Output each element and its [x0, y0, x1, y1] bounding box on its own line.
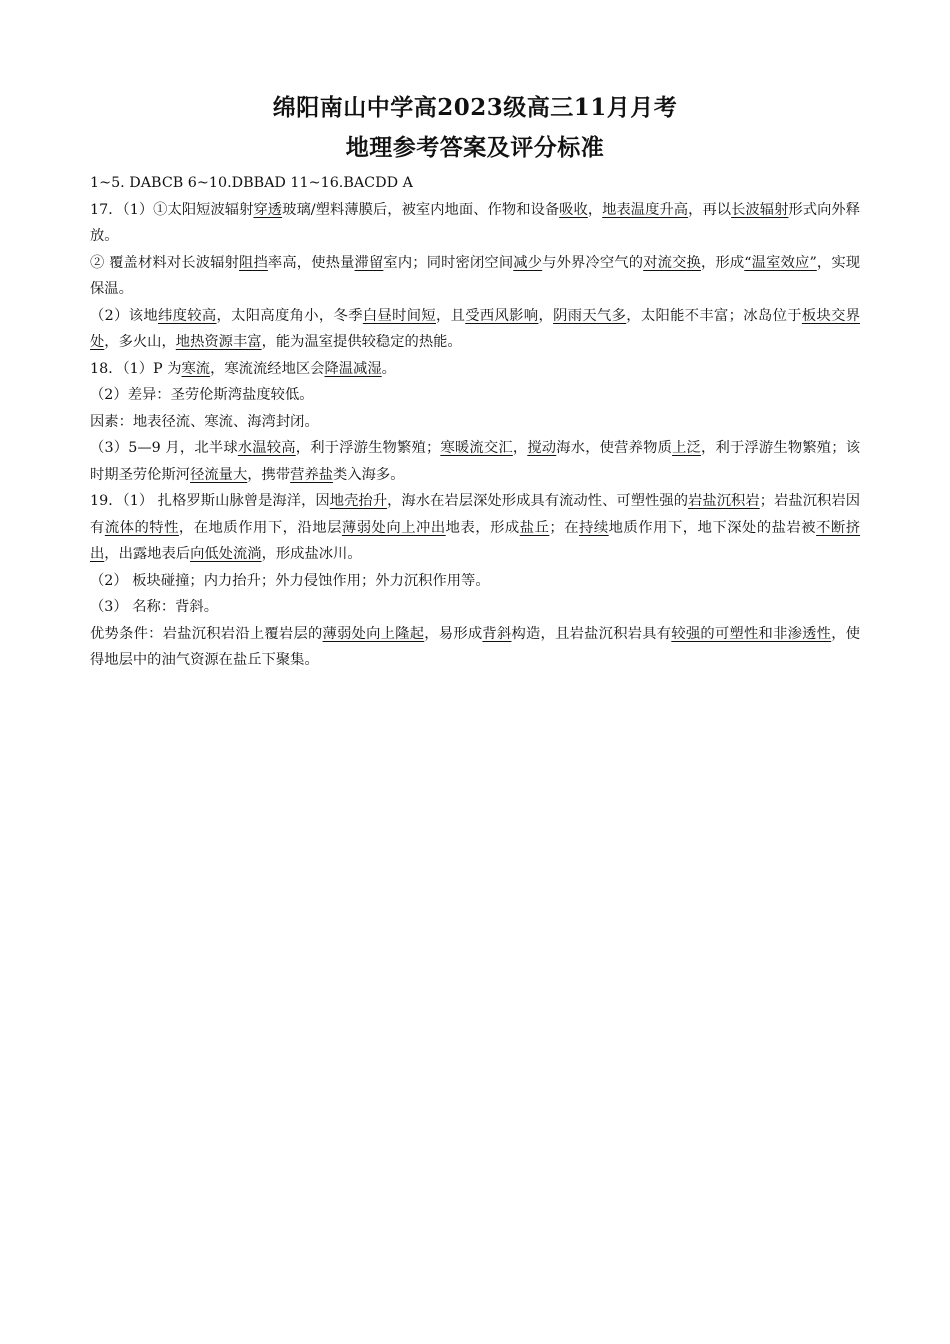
key-point-underlined: 地壳抬升 — [329, 493, 388, 509]
answer-text: 优势条件：岩盐沉积岩沿上覆岩层的 — [90, 625, 323, 642]
answer-paragraph — [90, 435, 860, 488]
answer-text: ，能为温室提供较稳定的热能。 — [261, 334, 462, 350]
key-point-underlined: 薄弱处向上隆起 — [322, 625, 425, 642]
key-point-underlined: 纬度较高 — [157, 307, 217, 324]
key-point-underlined: “温室效应” — [744, 254, 817, 271]
key-point-underlined: 水温较高 — [237, 440, 296, 456]
key-point-underlined: 薄弱处向上冲出 — [341, 519, 446, 536]
answer-text: 形式向外释放。 — [90, 201, 861, 244]
key-point-underlined: 穿透 — [253, 201, 283, 218]
key-point-underlined: 地热资源丰富 — [175, 334, 262, 350]
answer-text: （2）该地 — [90, 307, 158, 324]
answer-text: 与外界冷空气的 — [542, 254, 644, 271]
answer-text: 玻璃/塑料薄膜后，被室内地面、作物和设备 — [282, 201, 560, 218]
key-point-underlined: 板块交界处 — [90, 307, 861, 350]
answer-text: 地质作用下，地下深处的盐岩被 — [608, 519, 817, 536]
answer-text: ，且 — [436, 307, 466, 324]
answer-text: ，出露地表后 — [104, 546, 191, 562]
key-point-underlined: 寒流 — [181, 360, 211, 377]
answer-text: 19．（1） 扎格罗斯山脉曾是海洋，因 — [90, 493, 330, 509]
answer-text: ，寒流流经地区会 — [210, 360, 325, 377]
key-point-underlined: 背斜 — [482, 625, 512, 642]
answer-text: 因素：地表径流、寒流、海湾封闭。 — [90, 413, 319, 430]
key-point-underlined: 受西风影响 — [465, 307, 539, 324]
answer-text: ， — [512, 440, 528, 456]
answer-paragraph — [90, 568, 860, 595]
key-point-underlined: 上泛 — [672, 440, 702, 456]
answer-text: 室内；同时密闭空间 — [383, 254, 514, 271]
key-point-underlined: 流体的特性 — [104, 519, 179, 536]
answer-text: ，形成 — [700, 254, 745, 271]
key-point-underlined: 阴雨天气多 — [553, 307, 627, 324]
answer-text: ， — [538, 307, 554, 324]
answer-text: ，海水在岩层深处形成具有流动性、可塑性强的 — [387, 493, 689, 509]
key-point-underlined: 向低处流淌 — [190, 546, 262, 562]
key-point-underlined: 对流交换 — [643, 254, 701, 271]
answer-text: ，利于浮游生物繁殖；该时期圣劳伦斯河 — [90, 440, 861, 483]
answer-text: （3） 名称：背斜。 — [90, 599, 219, 615]
answer-paragraph — [90, 197, 860, 250]
key-point-underlined: 白昼时间短 — [362, 307, 436, 324]
key-point-underlined: 不断挤出 — [90, 519, 861, 562]
answer-text: 18．（1）P 为 — [90, 360, 182, 377]
answer-sheet-page — [90, 88, 860, 674]
answer-text: 率高，使热量 — [267, 254, 355, 271]
answer-text: （3）5—9 月，北半球 — [90, 440, 238, 456]
document-title: 绵阳南山中学高2023级高三11月月考 — [272, 94, 678, 121]
answer-content — [90, 170, 860, 674]
answer-text: ，太阳能不丰富；冰岛位于 — [626, 307, 802, 324]
answer-text: 。 — [381, 360, 396, 377]
key-point-underlined: 滞留 — [354, 254, 384, 271]
key-point-underlined: 阻挡 — [239, 254, 268, 271]
answer-text: ，再以 — [688, 201, 732, 218]
document-subtitle: 地理参考答案及评分标准 — [345, 134, 605, 161]
answer-text: ，使得地层中的油气资源在盐丘下聚集。 — [90, 625, 861, 668]
answer-text: 地表，形成 — [445, 519, 520, 536]
answer-text: ，在地质作用下，沿地层 — [178, 519, 342, 536]
answer-paragraph — [90, 594, 860, 621]
answer-paragraph — [90, 356, 860, 383]
answer-paragraph — [90, 409, 860, 436]
key-point-underlined: 地表温度升高 — [602, 201, 689, 218]
answer-paragraph — [90, 382, 860, 409]
answer-text: ② 覆盖材料对长波辐射 — [90, 254, 240, 271]
answer-text: ，形成盐冰川。 — [261, 546, 362, 562]
key-point-underlined: 搅动 — [527, 440, 557, 456]
key-point-underlined: 营养盐 — [290, 466, 334, 483]
answer-text: （2）差异：圣劳伦斯湾盐度较低。 — [90, 387, 314, 403]
answer-text: 类入海多。 — [333, 466, 405, 483]
answer-text: ，多火山， — [104, 334, 176, 350]
key-point-underlined: 寒暖流交汇 — [440, 440, 513, 456]
answer-text: 海水，使营养物质 — [556, 440, 673, 456]
key-point-underlined: 岩盐沉积岩 — [688, 493, 760, 509]
answer-text: ，太阳高度角小，冬季 — [216, 307, 363, 324]
answer-paragraph — [90, 488, 860, 568]
key-point-underlined: 吸收 — [559, 201, 588, 218]
key-point-underlined: 较强的可塑性和非渗透性 — [671, 625, 832, 642]
answer-paragraph — [90, 170, 860, 197]
answer-paragraph — [90, 303, 860, 356]
key-point-underlined: 减少 — [513, 254, 543, 271]
answer-text: 构造，且岩盐沉积岩具有 — [511, 625, 672, 642]
answer-text: ，易形成 — [424, 625, 483, 642]
answer-paragraph — [90, 250, 860, 303]
key-point-underlined: 持续 — [579, 519, 609, 536]
answer-text: ；岩盐沉积岩因有 — [90, 493, 861, 536]
answer-paragraph — [90, 621, 860, 674]
answer-text: （2） 板块碰撞；内力抬升；外力侵蚀作用；外力沉积作用等。 — [90, 572, 490, 589]
key-point-underlined: 径流量大 — [190, 466, 248, 483]
key-point-underlined: 降温减湿 — [324, 360, 382, 377]
answer-text: 17．（1）①太阳短波辐射 — [90, 201, 254, 218]
answer-text: 1~5. DABCB 6~10.DBBAD 11~16.BACDD A — [90, 175, 413, 191]
answer-text: ，实现保温。 — [90, 254, 861, 297]
key-point-underlined: 长波辐射 — [731, 201, 789, 218]
answer-text: ， — [587, 201, 603, 218]
answer-text: ；在 — [549, 519, 580, 536]
key-point-underlined: 盐丘 — [519, 519, 550, 536]
answer-text: ，携带 — [247, 466, 291, 483]
answer-text: ，利于浮游生物繁殖； — [295, 440, 441, 456]
